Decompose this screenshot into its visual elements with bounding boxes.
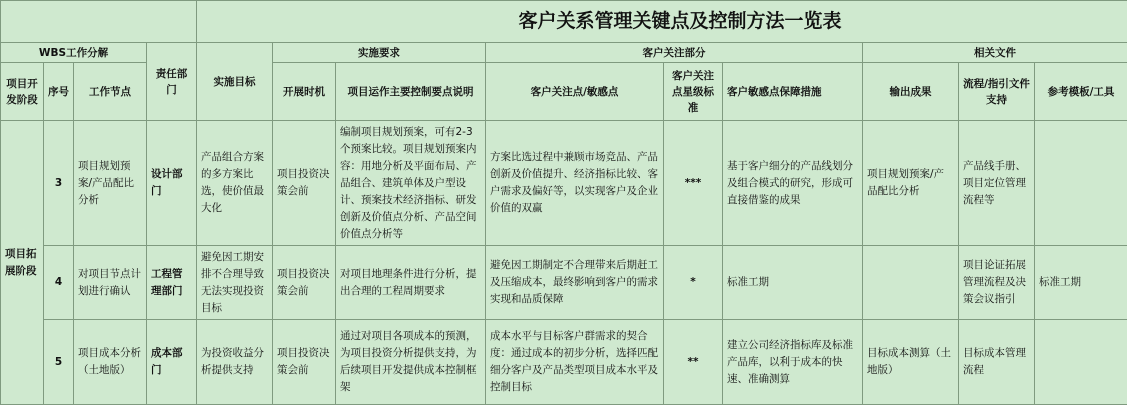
output-cell: 项目规划预案/产品配比分析 bbox=[863, 121, 959, 246]
target-cell: 产品组合方案的多方案比选，使价值最大化 bbox=[197, 121, 273, 246]
process-cell: 项目论证拓展管理流程及决策会议指引 bbox=[959, 246, 1035, 320]
node-cell: 项目规划预案/产品配比分析 bbox=[74, 121, 147, 246]
header-start: 开展时机 bbox=[273, 63, 336, 121]
seq-cell: 3 bbox=[44, 121, 74, 246]
page-title: 客户关系管理关键点及控制方法一览表 bbox=[197, 1, 1127, 43]
header-points: 项目运作主要控制要点说明 bbox=[336, 63, 486, 121]
header-level: 客户关注点星级标准 bbox=[664, 63, 723, 121]
template-cell: 标准工期 bbox=[1035, 246, 1127, 320]
output-cell bbox=[863, 246, 959, 320]
points-cell: 对项目地理条件进行分析，提出合理的工程周期要求 bbox=[336, 246, 486, 320]
measure-cell: 建立公司经济指标库及标准产品库，以利于成本的快速、准确测算 bbox=[723, 320, 863, 405]
header-dept: 责任部门 bbox=[147, 43, 197, 121]
level-cell: ** bbox=[664, 320, 723, 405]
dept-cell: 工程管理部门 bbox=[147, 246, 197, 320]
level-cell: * bbox=[664, 246, 723, 320]
start-cell: 项目投资决策会前 bbox=[273, 246, 336, 320]
group-docs: 相关文件 bbox=[863, 43, 1127, 63]
group-cust: 客户关注部分 bbox=[486, 43, 863, 63]
header-process: 流程/指引文件支持 bbox=[959, 63, 1035, 121]
start-cell: 项目投资决策会前 bbox=[273, 320, 336, 405]
header-measure: 客户敏感点保障措施 bbox=[723, 63, 863, 121]
node-cell: 对项目节点计划进行确认 bbox=[74, 246, 147, 320]
dept-cell: 成本部门 bbox=[147, 320, 197, 405]
points-cell: 通过对项目各项成本的预测，为项目投资分析提供支持，为后续项目开发提供成本控制框架 bbox=[336, 320, 486, 405]
target-cell: 避免因工期安排不合理导致无法实现投资目标 bbox=[197, 246, 273, 320]
output-cell: 目标成本测算（土地版） bbox=[863, 320, 959, 405]
header-node: 工作节点 bbox=[74, 63, 147, 121]
title-blank-cell bbox=[1, 1, 197, 43]
focus-cell: 成本水平与目标客户群需求的契合度：通过成本的初步分析，选择匹配细分客户及产品类型项目成本水平及控制目标 bbox=[486, 320, 664, 405]
focus-cell: 方案比选过程中兼顾市场竞品、产品创新及价值提升、经济指标比较、客户需求及偏好等，以实现客户及企业价值的双赢 bbox=[486, 121, 664, 246]
points-cell: 编制项目规划预案，可有2-3个预案比较。项目规划预案内容：用地分析及平面布局、产品组合、建筑单体及户型设计、预案技术经济指标、研发创新及价值点分析、产品空间价值点分析等 bbox=[336, 121, 486, 246]
stage-cell: 项目拓展阶段 bbox=[1, 121, 44, 405]
dept-cell: 设计部门 bbox=[147, 121, 197, 246]
header-seq: 序号 bbox=[44, 63, 74, 121]
header-focus: 客户关注点/敏感点 bbox=[486, 63, 664, 121]
measure-cell: 标准工期 bbox=[723, 246, 863, 320]
level-cell: *** bbox=[664, 121, 723, 246]
group-impl: 实施要求 bbox=[273, 43, 486, 63]
seq-cell: 5 bbox=[44, 320, 74, 405]
table-row bbox=[1, 246, 1127, 320]
template-cell bbox=[1035, 320, 1127, 405]
header-stage: 项目开发阶段 bbox=[1, 63, 44, 121]
template-cell bbox=[1035, 121, 1127, 246]
process-cell: 目标成本管理流程 bbox=[959, 320, 1035, 405]
measure-cell: 基于客户细分的产品线划分及组合模式的研究，形成可直接借鉴的成果 bbox=[723, 121, 863, 246]
header-output: 输出成果 bbox=[863, 63, 959, 121]
process-cell: 产品线手册、项目定位管理流程等 bbox=[959, 121, 1035, 246]
table-row bbox=[1, 121, 1127, 246]
table-row bbox=[1, 320, 1127, 405]
seq-cell: 4 bbox=[44, 246, 74, 320]
header-target: 实施目标 bbox=[197, 43, 273, 121]
header-template: 参考模板/工具 bbox=[1035, 63, 1127, 121]
start-cell: 项目投资决策会前 bbox=[273, 121, 336, 246]
group-wbs: WBS工作分解 bbox=[1, 43, 147, 63]
target-cell: 为投资收益分析提供支持 bbox=[197, 320, 273, 405]
node-cell: 项目成本分析（土地版） bbox=[74, 320, 147, 405]
focus-cell: 避免因工期制定不合理带来后期赶工及压缩成本，最终影响到客户的需求实现和品质保障 bbox=[486, 246, 664, 320]
